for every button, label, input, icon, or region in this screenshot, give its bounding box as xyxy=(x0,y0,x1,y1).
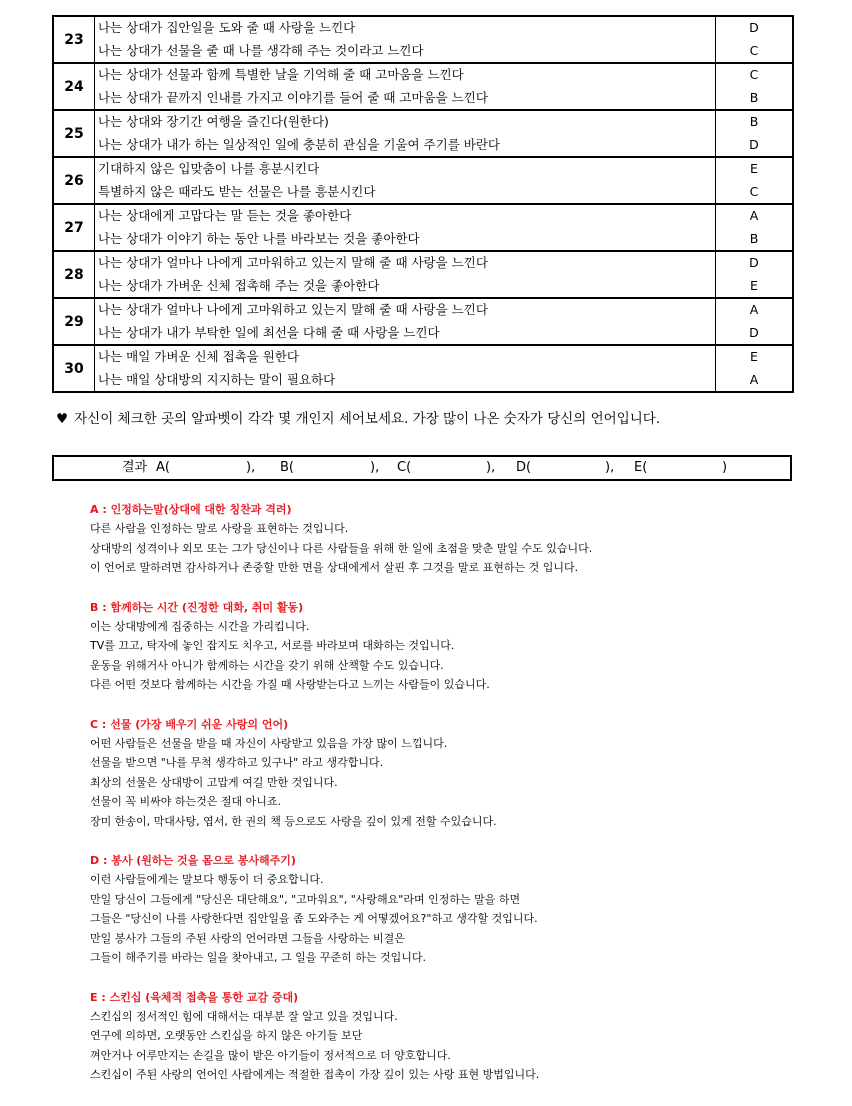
question-number: 30 xyxy=(53,345,95,392)
statement-cell xyxy=(95,110,716,157)
section-line: 운동을 위해거사 아니가 함께하는 시간을 갖기 위해 산책할 수도 있습니다. xyxy=(90,658,444,672)
section-line: 이 언어로 말하려면 감사하거나 존중할 만한 면을 상대에게서 살핀 후 그것을 말로 표현하는 것 입니다. xyxy=(90,561,579,574)
section-title: D : 봉사 (원하는 것을 몸으로 봉사해주기) xyxy=(90,854,296,867)
question-row xyxy=(53,204,793,251)
answer-letter-1[interactable]: E xyxy=(750,349,758,364)
section-line: 만일 봉사가 그들의 주된 사랑의 언어라면 그들을 사랑하는 비결은 xyxy=(90,931,405,945)
answer-cell xyxy=(716,63,794,110)
section-line: 선물이 꼭 비싸야 하는것은 절대 아니죠. xyxy=(90,795,281,808)
section-title: C : 선물 (가장 배우기 쉬운 사랑의 언어) xyxy=(90,717,289,731)
answer-letter-1[interactable]: B xyxy=(749,114,759,129)
section-line: TV를 끄고, 탁자에 놓인 잡지도 치우고, 서로를 바라보며 대화하는 것입니다. xyxy=(90,639,455,652)
quiz-table xyxy=(52,15,794,393)
answer-letter-1[interactable]: D xyxy=(749,20,759,35)
answer-cell xyxy=(716,157,794,204)
question-row xyxy=(53,298,793,345)
section-line: 만일 당신이 그들에게 "당신은 대단해요", "고마워요", "사랑해요"라며 인정하는 말을 하면 xyxy=(90,892,521,906)
answer-letter-1[interactable]: D xyxy=(749,255,759,270)
result-b-open[interactable]: B( xyxy=(280,460,294,475)
answer-cell xyxy=(716,251,794,298)
question-number: 25 xyxy=(53,110,95,157)
statement-2[interactable]: 나는 상대가 내가 하는 일상적인 일에 충분히 관심을 기울여 주기를 바란다 xyxy=(98,136,500,152)
result-e-open[interactable]: E( xyxy=(634,460,648,475)
section-title: E : 스킨십 (육체적 접촉을 통한 교감 증대) xyxy=(90,990,299,1004)
result-label: 결과 xyxy=(122,460,148,475)
section-line: 이는 상대방에게 집중하는 시간을 가리킵니다. xyxy=(90,619,310,633)
answer-letter-1[interactable]: C xyxy=(749,67,759,82)
question-number: 29 xyxy=(53,298,95,345)
section-line: 스킨십의 정서적인 힘에 대해서는 대부분 잘 알고 있을 것입니다. xyxy=(90,1009,398,1023)
section-a xyxy=(90,500,790,578)
section-line: 다른 사람을 인정하는 말로 사랑을 표현하는 것입니다. xyxy=(90,522,349,535)
result-d-open[interactable]: D( xyxy=(516,460,532,475)
heart-icon: ♥ xyxy=(56,411,69,427)
section-line: 상대방의 성격이나 외모 또는 그가 당신이나 다른 사람들을 위해 한 일에 초점을 맞춘 말일 수도 있습니다. xyxy=(90,541,593,555)
section-title: A : 인정하는말(상대에 대한 칭찬과 격려) xyxy=(90,503,292,516)
answer-cell xyxy=(716,345,794,392)
result-e-close: ) xyxy=(722,460,728,475)
question-number: 26 xyxy=(53,157,95,204)
question-number: 24 xyxy=(53,63,95,110)
statement-1[interactable]: 나는 상대가 집안일을 도와 줄 때 사랑을 느낀다 xyxy=(98,20,356,35)
section-line: 장미 한송이, 막대사탕, 엽서, 한 권의 책 등으로도 사랑을 깊이 있게 전할 수있습니다. xyxy=(90,814,497,828)
section-line: 이런 사람들에게는 말보다 행동이 더 중요합니다. xyxy=(90,873,324,886)
section-line: 최상의 선물은 상대방이 고맙게 여길 만한 것입니다. xyxy=(90,775,338,789)
statement-cell xyxy=(95,16,716,63)
statement-2[interactable]: 나는 매일 상대방의 지지하는 말이 필요하다 xyxy=(98,371,336,387)
statement-1[interactable]: 나는 상대에게 고맙다는 말 듣는 것을 좋아한다 xyxy=(98,208,352,223)
answer-letter-2[interactable]: E xyxy=(750,277,758,293)
answer-letter-1[interactable]: A xyxy=(749,302,759,317)
instruction-text: 자신이 체크한 곳의 알파벳이 각각 몇 개인지 세어보세요. 가장 많이 나온 숫자가 당신의 언어입니다. xyxy=(74,411,661,427)
question-row xyxy=(53,63,793,110)
section-b xyxy=(90,598,790,695)
section-line: 연구에 의하면, 오랫동안 스킨십을 하지 않은 아기들 보단 xyxy=(90,1029,363,1042)
statement-cell xyxy=(95,345,716,392)
section-line: 그들은 "당신이 나를 사랑한다면 집안일을 좀 도와주는 게 어떻겠어요?"하고 생각할 것입니다. xyxy=(90,912,538,925)
section-d xyxy=(90,851,790,968)
section-line: 스킨십이 주된 사랑의 언어인 사람에게는 적절한 접촉이 가장 깊이 있는 사랑 표현 방법입니다. xyxy=(90,1068,540,1081)
section-c xyxy=(90,715,790,832)
result-d-close: ), xyxy=(605,460,615,475)
answer-letter-2[interactable]: D xyxy=(749,324,759,340)
question-row xyxy=(53,157,793,204)
section-line: 어떤 사람들은 선물을 받을 때 자신이 사랑받고 있음을 가장 많이 느낍니다. xyxy=(90,736,448,750)
answer-letter-2[interactable]: B xyxy=(749,230,759,246)
statement-cell xyxy=(95,204,716,251)
question-row xyxy=(53,251,793,298)
statement-1[interactable]: 나는 상대가 얼마나 나에게 고마워하고 있는지 말해 줄 때 사랑을 느낀다 xyxy=(98,255,488,270)
statement-1[interactable]: 나는 상대가 선물과 함께 특별한 날을 기억해 줄 때 고마움을 느낀다 xyxy=(98,67,464,82)
answer-letter-1[interactable]: A xyxy=(749,208,759,223)
section-e xyxy=(90,988,790,1085)
result-box xyxy=(52,455,792,481)
answer-letter-2[interactable]: D xyxy=(749,136,759,152)
statement-cell xyxy=(95,157,716,204)
section-line: 선물을 받으면 "나를 무척 생각하고 있구나" 라고 생각합니다. xyxy=(90,756,384,769)
question-row xyxy=(53,110,793,157)
answer-letter-2[interactable]: B xyxy=(749,89,759,105)
statement-1[interactable]: 나는 상대가 얼마나 나에게 고마워하고 있는지 말해 줄 때 사랑을 느낀다 xyxy=(98,302,488,317)
statement-1[interactable]: 나는 매일 가벼운 신체 접촉을 원한다 xyxy=(98,349,299,364)
statement-cell xyxy=(95,63,716,110)
statement-2[interactable]: 나는 상대가 선물을 줄 때 나를 생각해 주는 것이라고 느낀다 xyxy=(98,42,424,58)
statement-2[interactable]: 나는 상대가 이야기 하는 동안 나를 바라보는 것을 좋아한다 xyxy=(98,230,420,246)
section-title: B : 함께하는 시간 (진정한 대화, 취미 활동) xyxy=(90,600,304,614)
result-c-open[interactable]: C( xyxy=(397,460,412,475)
statement-1[interactable]: 나는 상대와 장기간 여행을 즐긴다(원한다) xyxy=(98,114,329,129)
answer-letter-1[interactable]: E xyxy=(750,161,758,176)
statement-2[interactable]: 나는 상대가 끝까지 인내를 가지고 이야기를 들어 줄 때 고마움을 느낀다 xyxy=(98,89,488,105)
section-line: 다른 어떤 것보다 함께하는 시간을 가질 때 사랑받는다고 느끼는 사람들이 있습니다. xyxy=(90,678,490,691)
answer-cell xyxy=(716,298,794,345)
question-number: 27 xyxy=(53,204,95,251)
instruction xyxy=(56,407,660,427)
question-row xyxy=(53,16,793,63)
answer-letter-2[interactable]: C xyxy=(749,183,759,199)
statement-2[interactable]: 나는 상대가 가벼운 신체 접촉해 주는 것을 좋아한다 xyxy=(98,277,380,293)
answer-letter-2[interactable]: A xyxy=(749,371,759,387)
answer-cell xyxy=(716,110,794,157)
statement-2[interactable]: 나는 상대가 내가 부탁한 일에 최선을 다해 줄 때 사랑을 느낀다 xyxy=(98,324,440,340)
answer-cell xyxy=(716,16,794,63)
section-line: 껴안거나 어루만지는 손길을 많이 받은 아기들이 정서적으로 더 양호합니다. xyxy=(90,1048,451,1062)
love-language-descriptions xyxy=(90,500,790,1105)
question-number: 28 xyxy=(53,251,95,298)
question-number: 23 xyxy=(53,16,95,63)
result-a-open[interactable]: A( xyxy=(156,460,170,475)
answer-cell xyxy=(716,204,794,251)
question-row xyxy=(53,345,793,392)
statement-2[interactable]: 특별하지 않은 때라도 받는 선물은 나를 흥분시킨다 xyxy=(98,183,376,199)
result-b-close: ), xyxy=(370,460,380,475)
section-line: 그들이 해주기를 바라는 일을 찾아내고, 그 일을 꾸준히 하는 것입니다. xyxy=(90,951,426,964)
result-c-close: ), xyxy=(486,460,496,475)
statement-1[interactable]: 기대하지 않은 입맞춤이 나를 흥분시킨다 xyxy=(98,161,320,176)
statement-cell xyxy=(95,251,716,298)
answer-letter-2[interactable]: C xyxy=(749,42,759,58)
statement-cell xyxy=(95,298,716,345)
result-a-close: ), xyxy=(246,460,256,475)
